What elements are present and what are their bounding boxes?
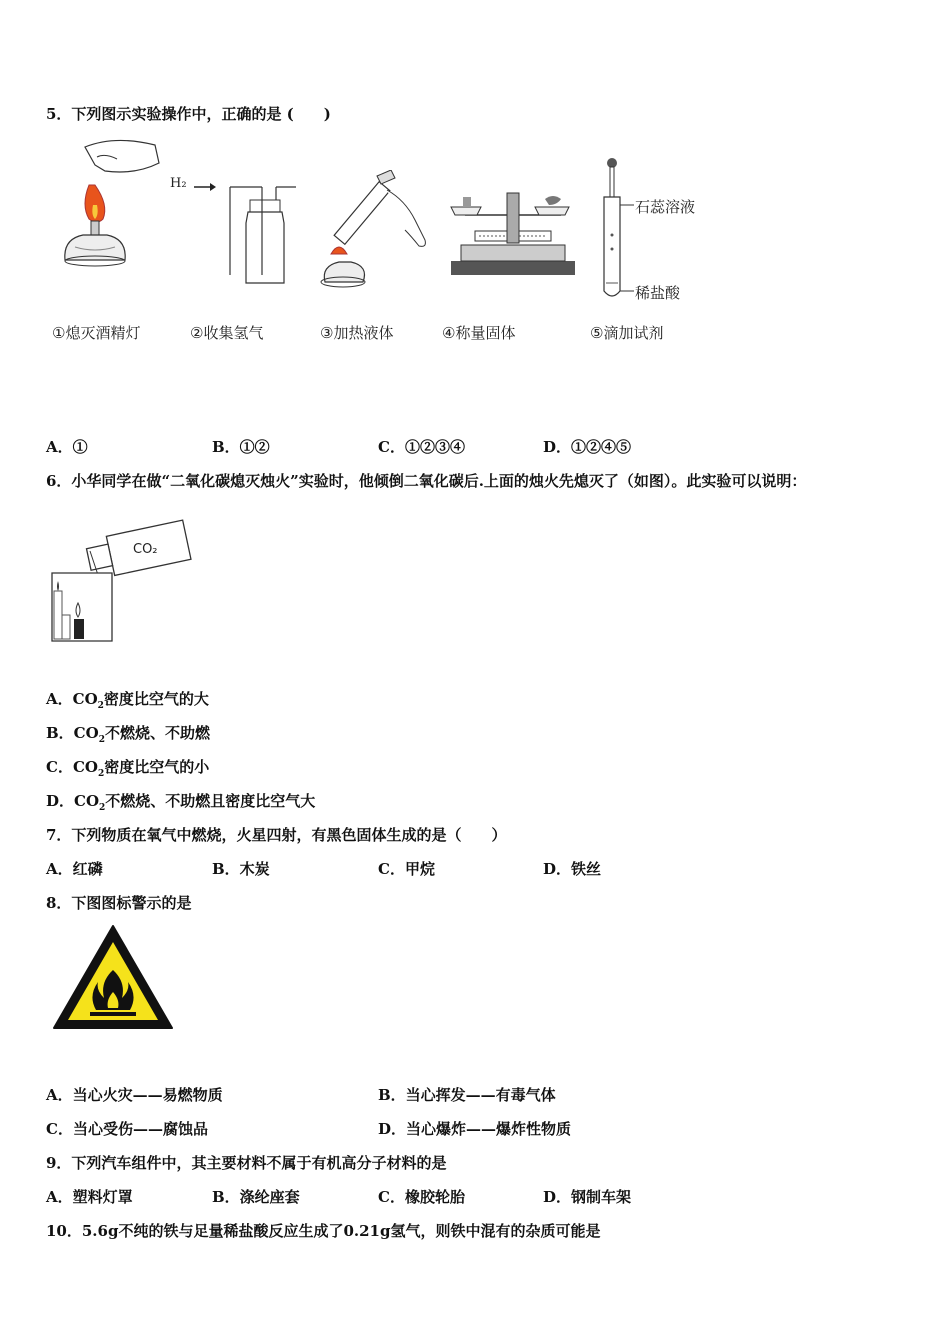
q9-option-a[interactable]: A．塑料灯罩 (46, 1188, 133, 1206)
q8-option-b[interactable]: B．当心挥发——有毒气体 (378, 1086, 556, 1104)
caption-1: ①熄灭酒精灯 (52, 324, 141, 342)
q6-option-c[interactable]: C．$CO_2$密度比空气的小 (46, 758, 210, 779)
q9-option-d[interactable]: D．钢制车架 (543, 1188, 632, 1206)
q9-option-b[interactable]: B．涤纶座套 (212, 1188, 300, 1206)
co2-bottle-label: CO₂ (133, 542, 158, 557)
litmus-label: 石蕊溶液 (635, 198, 696, 216)
q6-option-d[interactable]: D．$CO_2$不燃烧、不助燃且密度比空气大 (46, 792, 316, 813)
q6-option-a[interactable]: A．$CO_2$密度比空气的大 (46, 690, 209, 711)
gas-bottle-figure (190, 175, 305, 290)
q9-option-c[interactable]: C．橡胶轮胎 (378, 1188, 465, 1206)
q8-option-d[interactable]: D．当心爆炸——爆炸性物质 (378, 1120, 572, 1138)
h2-label: H₂ (170, 176, 187, 191)
flammable-warning-sign-icon (50, 922, 176, 1034)
q7-option-c[interactable]: C．甲烷 (378, 860, 435, 878)
caption-2: ②收集氢气 (190, 324, 264, 342)
question-9-stem: 9．下列汽车组件中，其主要材料不属于有机高分子材料的是 (46, 1154, 447, 1172)
question-5-stem: 5．下列图示实验操作中，正确的是 ( ) (46, 105, 331, 123)
hydrochloric-acid-label: 稀盐酸 (635, 284, 681, 302)
co2-candle-figure (48, 515, 193, 650)
question-7-stem: 7．下列物质在氧气中燃烧，火星四射，有黑色固体生成的是（ ） (46, 826, 507, 844)
q7-option-b[interactable]: B．木炭 (212, 860, 270, 878)
q5-option-a[interactable]: A．① (46, 438, 88, 456)
caption-3: ③加热液体 (320, 324, 394, 342)
q7-option-d[interactable]: D．铁丝 (543, 860, 602, 878)
question-10-stem: 10．5.6g不纯的铁与足量稀盐酸反应生成了0.21g氢气，则铁中混有的杂质可能是 (46, 1222, 601, 1240)
question-6-stem: 6．小华同学在做“二氧化碳熄灭烛火”实验时，他倾倒二氧化碳后.上面的烛火先熄灭了（如图）。此实验可以说明： (46, 472, 807, 490)
q5-option-b[interactable]: B．①② (212, 438, 270, 456)
alcohol-lamp-figure (55, 135, 165, 275)
heating-liquid-figure (315, 170, 440, 290)
q6-option-b[interactable]: B．$CO_2$不燃烧、不助燃 (46, 724, 210, 745)
balance-figure (445, 185, 580, 280)
q8-option-c[interactable]: C．当心受伤——腐蚀品 (46, 1120, 208, 1138)
dropper-figure (600, 155, 640, 305)
q5-option-c[interactable]: C．①②③④ (378, 438, 465, 456)
q8-option-a[interactable]: A．当心火灾——易燃物质 (46, 1086, 223, 1104)
caption-5: ⑤滴加试剂 (590, 324, 664, 342)
question-8-stem: 8．下图图标警示的是 (46, 894, 192, 912)
q7-option-a[interactable]: A．红磷 (46, 860, 103, 878)
caption-4: ④称量固体 (442, 324, 516, 342)
q5-option-d[interactable]: D．①②④⑤ (543, 438, 632, 456)
